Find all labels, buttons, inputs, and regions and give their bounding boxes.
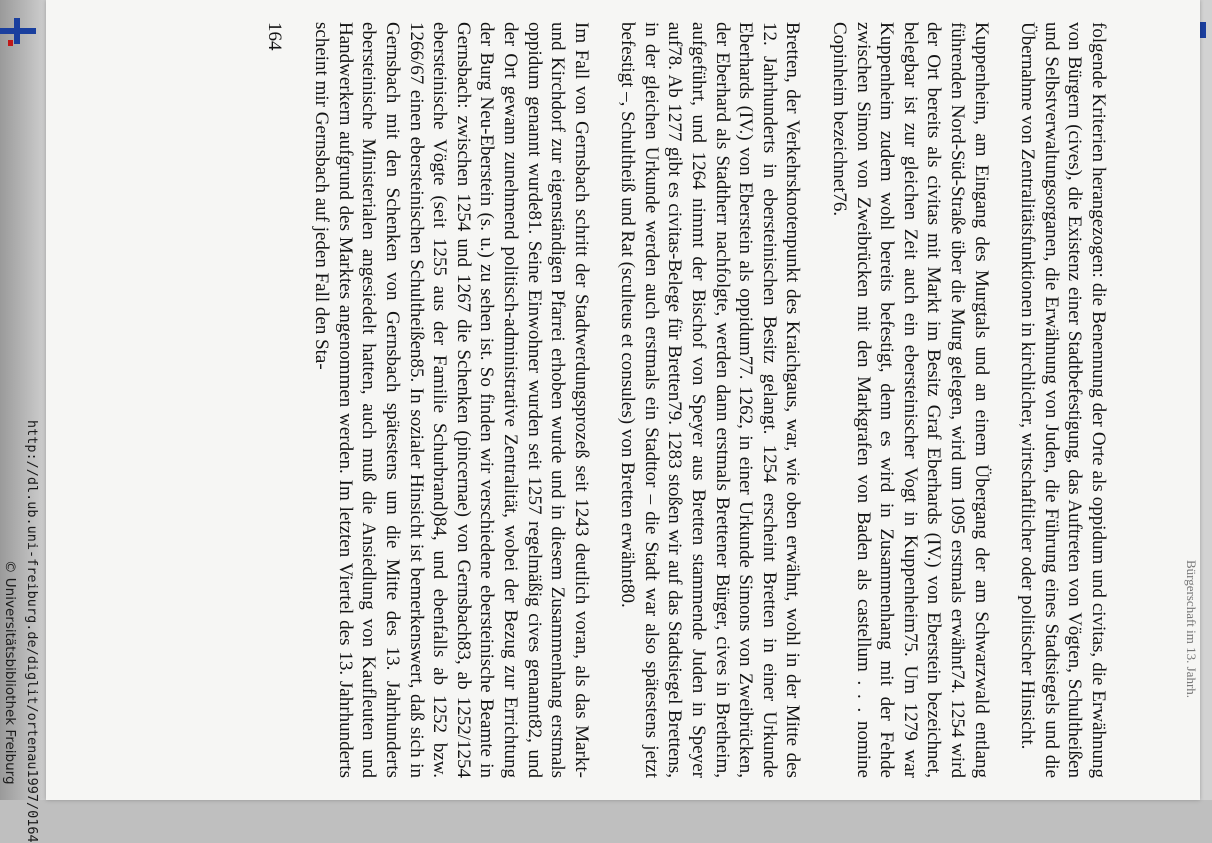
paragraph-kuppenheim: Kuppenheim, am Eingang des Murgtals und an einem Übergang der am Schwarzwald entlang führenden Nord-Süd-Straße über die Murg gelegen, wird um 1095 erstmals erwähnt74. 1254 wird der Ort bereits als civitas mit Markt im Besitz Graf Eberhards (IV.) von Eberstein bezeichnet, belegbar ist zur gleichen Zeit auch ein ebersteinischer Vogt in Kuppenheim75. Um 1279 war Kuppenheim zudem wohl bereits befestigt, denn es wird in Zusammenhang mit der Fehde zwischen Simon von Zweibrücken mit den Markgrafen von Baden als castellum . . . nomine Copinheim bezeichnet76. [829,22,992,778]
copyright-notice: © Universitätsbibliothek Freiburg [2,560,18,785]
source-url[interactable]: http://dl.ub.uni-freiburg.de/diglit/ortenau1997/0164 [24,420,40,843]
paragraph-gernsbach: Im Fall von Gernsbach schritt der Stadtwerdungsprozeß seit 1243 deutlich voran, als das Markt- und Kirchdorf zur eigenständigen Pfarrei erhoben wurde und in diesem Zusammenhang erstmals oppidum genannt wurde81. Seine Einwohner wurden seit 1257 regelmäßig cives genannt82, und der Ort gewann zunehmend politisch-administrative Zentralität, wobei der Bezug zur Errichtung der Burg Neu-Eberstein (s. u.) zu sehen ist. So finden wir verschiedene ebersteinische Beamte in Gernsbach: zwischen 1254 und 1267 die Schenken (pincernae) von Gernsbach83, ab 1252/1254 ebersteinische Vögte (seit 1255 aus der Familie Schurbrand)84, und ebenfalls ab 1252 bzw. 1266/67 einen ebersteinischen Schultheißen85. In sozialer Hinsicht ist bemerkenswert, daß sich in Gernsbach mit den Schenken von Gernsbach spätestens um die Mitte des 13. Jahrhunderts ebersteinische Ministerialen angesiedelt hatten, auch muß die Ansiedlung von Kaufleuten und Handwerkern aufgrund des Marktes angenommen werden. Im letzten Viertel des 13. Jahrhunderts scheint mir Gernsbach auf jeden Fall den Sta- [311,22,592,778]
page-number: 164 [263,22,285,51]
paragraph-criteria: folgende Kriterien herangezogen: die Benennung der Orte als oppidum und civitas, die Erwähnung von Bürgern (cives), die Existenz einer Stadtbefestigung, das Auftreten von Vögten, Schultheißen und Selbstverwaltungsorganen, die Erwähnung von Juden, die Führung eines Stadtsiegels und die Übernahme von Zentralitätsfunktionen in kirchlicher, wirtschaftlicher oder politischer Hinsicht. [1017,22,1109,778]
paragraph-bretten: Bretten, der Verkehrsknotenpunkt des Kraichgaus, war, wie oben erwähnt, wohl in der Mitte des 12. Jahrhunderts in ebersteinischen Besitz gelangt. 1254 erscheint Bretten in einer Urkunde Eberhards (IV.) von Eberstein als oppidum77. 1262, in einer Urkunde Simons von Zweibrücken, der Eberhard als Stadtherr nachfolgte, werden dann erstmals Brettener Bürger, cives in Bretheim, aufgeführt, und 1264 nimmt der Bischof von Speyer aus Bretten stammende Juden in Speyer auf78. Ab 1277 gibt es civitas-Belege für Bretten79. 1283 stoßen wir auf das Stadtsiegel Brettens, in der gleichen Urkunde werden auch erstmals ein Stadttor – die Stadt war also spätestens jetzt befestigt –, Schultheiß und Rat (sculteus et consules) von Bretten erwähnt80. [617,22,804,778]
registration-mark-icon [1200,22,1206,38]
running-header-fragment: Bürgerschaft im 13. Jahrh. [1184,560,1199,699]
page-text-block [20,22,1110,778]
viewer-right-margin [1200,0,1212,800]
registration-mark-icon [8,40,13,46]
